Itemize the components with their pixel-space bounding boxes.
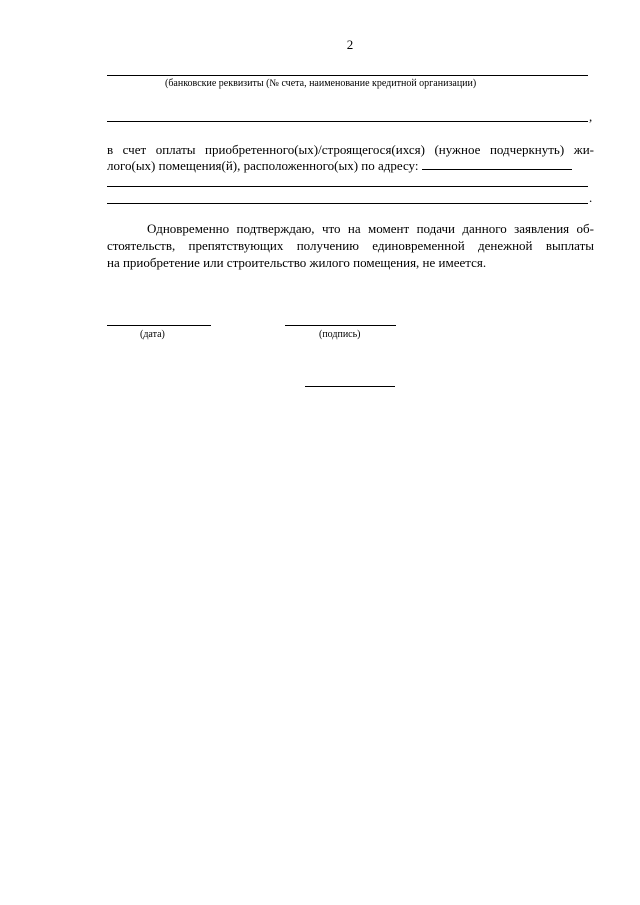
address-line-2 [107,203,588,204]
purpose-line-2-text: лого(ых) помещения(й), расположенного(ых) по адресу: [107,158,419,173]
page-number: 2 [346,37,354,52]
signature-line [285,325,396,326]
date-line [107,325,211,326]
address-blank [422,159,572,170]
address-line-1 [107,186,588,187]
purpose-line-1: в счет оплаты приобретенного(ых)/строящегося(ихся) (нужное подчеркнуть) жи- [107,142,594,157]
bank-details-second-line [107,121,588,122]
confirmation-line-2: стоятельств, препятствующих получению единовременной денежной выплаты [107,238,594,253]
date-caption: (дата) [140,329,165,340]
bank-details-comma: , [589,109,593,124]
signature-caption: (подпись) [319,329,361,340]
confirmation-line-1: Одновременно подтверждаю, что на момент подачи данного заявления об- [147,221,594,236]
lower-signature-line [305,386,395,387]
purpose-line-2 [107,158,594,173]
bank-details-line [107,75,588,76]
address-period: . [589,190,593,205]
bank-details-caption: (банковские реквизиты (№ счета, наименование кредитной организации) [165,78,477,89]
confirmation-line-3: на приобретение или строительство жилого помещения, не имеется. [107,255,487,270]
